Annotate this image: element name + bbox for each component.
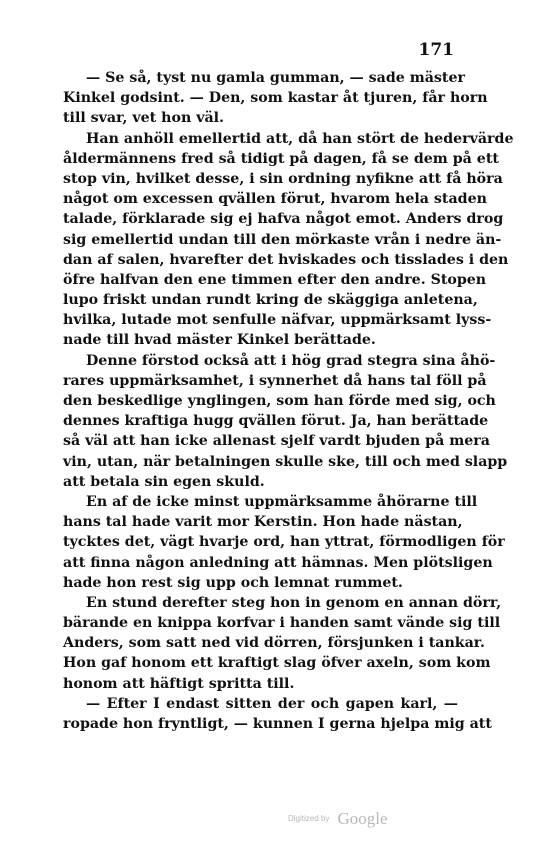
text-line: Kinkel godsint. — Den, som kastar åt tjuren, får horn [63, 90, 488, 107]
text-line: Hon gaf honom ett kraftigt slag öfver axeln, som kom [63, 655, 491, 672]
text-line: talade, förklarade sig ej hafva något emot. Anders drog [63, 211, 504, 228]
text-line: lupo friskt undan rundt kring de skäggiga anletena, [63, 292, 478, 309]
text-line: vin, utan, när betalningen skulle ske, till och med slapp [63, 453, 508, 470]
text-line: En af de icke minst uppmärksamme åhörarne till [86, 493, 478, 510]
text-line: den beskedlige ynglingen, som han förde med sig, och [63, 393, 496, 409]
page-text [63, 68, 514, 734]
text-line: stop vin, hvilket desse, i sin ordning nyfikne att få höra [63, 170, 503, 187]
text-line: tycktes det, vägt hvarje ord, han yttrat, förmodligen för [63, 534, 505, 551]
text-line: bärande en knippa korfvar i handen samt vände sig till [63, 615, 501, 632]
google-logo: Google [337, 808, 388, 828]
google-watermark [288, 808, 388, 829]
text-line: — Efter I endast sitten der och gapen karl, — [86, 695, 458, 712]
text-line: En stund derefter steg hon in genom en annan dörr, [86, 594, 502, 611]
text-line: hvilka, lutade mot senfulle näfvar, uppmärksamt lyss- [63, 312, 492, 329]
text-line: dan af salen, hvarefter det hviskades och tisslades i den [63, 251, 509, 268]
text-line: nade till hvad mäster Kinkel berättade. [63, 332, 376, 349]
text-line: att betala sin egen skuld. [63, 473, 265, 490]
text-line: öfre halfvan den ene timmen efter den andre. Stopen [63, 271, 487, 288]
text-line: Anders, som satt ned vid dörren, försjunken i tankar. [63, 635, 485, 652]
text-line: Denne förstod också att i hög grad stegra sina åhö- [86, 352, 496, 369]
page-number: 171 [418, 40, 454, 60]
text-line: honom att häftigt spritta till. [63, 675, 295, 692]
text-line: dennes kraftiga hugg qvällen förut. Ja, han berättade [63, 413, 489, 430]
text-line: att finna någon anledning att hämnas. Men plötsligen [63, 554, 493, 571]
text-line: ropade hon fryntligt, — kunnen I gerna hjelpa mig att [63, 716, 492, 732]
digitized-by-label: Digitized by [288, 814, 330, 823]
text-line: Han anhöll emellertid att, då han stört de hedervärde [86, 130, 514, 147]
text-line: hade hon rest sig upp och lemnat rummet. [63, 574, 403, 591]
text-line: till svar, vet hon väl. [63, 110, 224, 127]
text-line: sig emellertid undan till den mörkaste vrån i nedre än- [63, 231, 502, 248]
text-line: så väl att han icke allenast sjelf vardt bjuden på mera [63, 433, 490, 450]
text-line: hans tal hade varit mor Kerstin. Hon hade nästan, [63, 514, 463, 531]
text-line: något om excessen qvällen förut, hvarom hela staden [63, 191, 487, 208]
text-line: — Se så, tyst nu gamla gumman, — sade mäster [86, 70, 465, 86]
text-line: åldermännens fred så tidigt på dagen, få se dem på ett [63, 150, 499, 167]
text-line: rares uppmärksamhet, i synnerhet då hans tal föll på [63, 372, 487, 389]
